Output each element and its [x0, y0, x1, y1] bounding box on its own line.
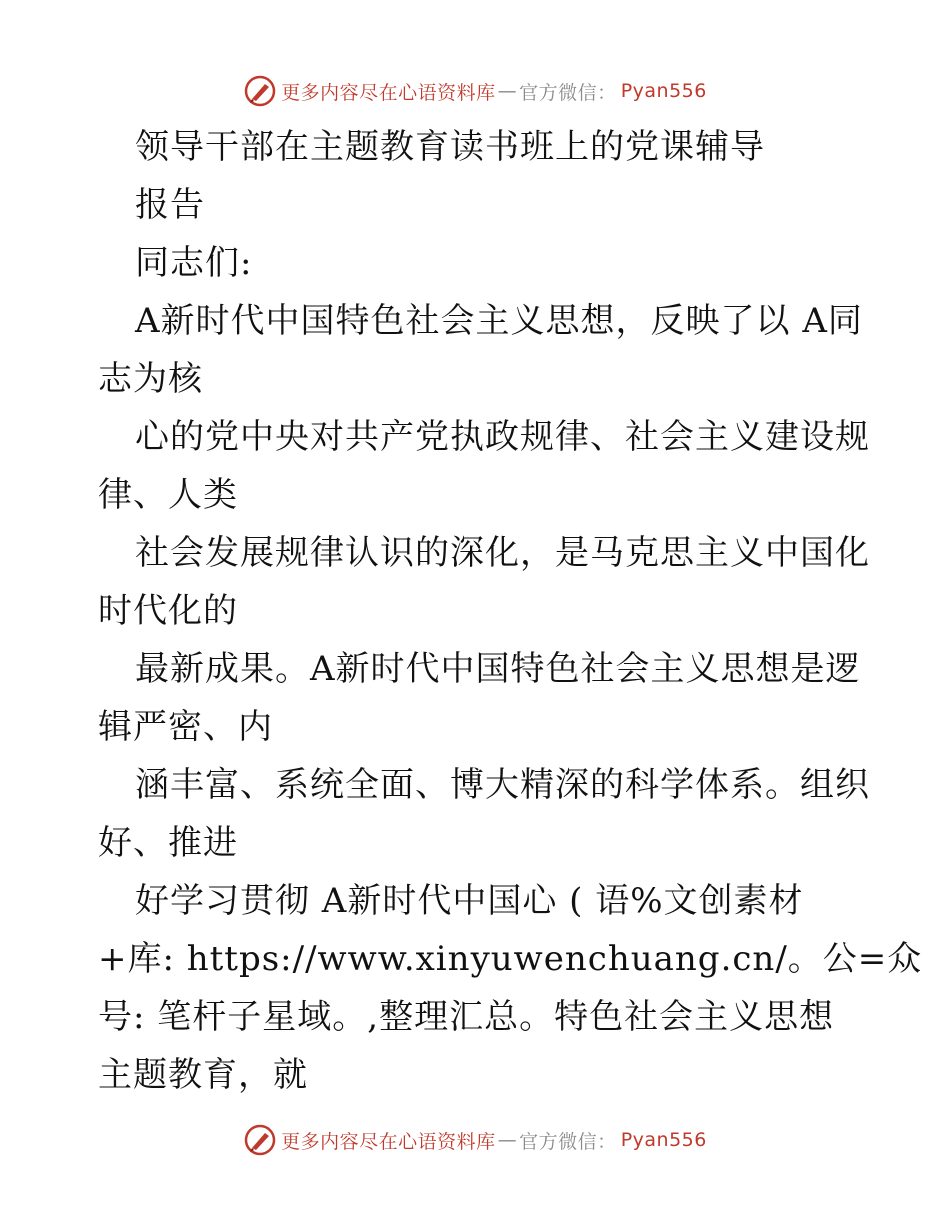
- banner-account: Pyan556: [620, 80, 707, 102]
- banner-separator: —: [497, 1129, 518, 1151]
- paragraph-line: 社会发展规律认识的深化，是马克思主义中国化: [135, 533, 870, 573]
- banner-wechat-label: 官方微信：: [519, 81, 617, 104]
- paragraph-line: A新时代中国特色社会主义思想，反映了以 A同: [135, 301, 863, 341]
- banner-separator: —: [497, 80, 518, 102]
- banner-wechat-label: 官方微信：: [519, 1130, 617, 1153]
- paragraph-line: 时代化的: [98, 591, 238, 631]
- banner-text: 更多内容尽在心语资料库: [281, 1130, 496, 1153]
- paragraph-line: 好、推进: [98, 823, 238, 863]
- paragraph-line: 主题教育，就: [98, 1055, 308, 1095]
- pen-logo-icon: [243, 74, 277, 108]
- paragraph-line: 涵丰富、系统全面、博大精深的科学体系。组织: [135, 765, 870, 805]
- footer-watermark-banner: [0, 1120, 950, 1160]
- salutation: 同志们:: [135, 243, 253, 283]
- doc-title-line-2: 报告: [135, 185, 205, 225]
- paragraph-line: 好学习贯彻 A新时代中国心 ( 语%文创素材: [135, 881, 804, 921]
- paragraph-line: 志为核: [98, 359, 203, 399]
- banner-account: Pyan556: [620, 1129, 707, 1151]
- paragraph-line: 律、人类: [98, 475, 238, 515]
- paragraph-line: 心的党中央对共产党执政规律、社会主义建设规: [135, 417, 870, 457]
- paragraph-line-url: +库: https://www.xinyuwenchuang.cn/。公=众: [98, 939, 923, 979]
- header-watermark-banner: [0, 71, 950, 111]
- banner-text: 更多内容尽在心语资料库: [281, 81, 496, 104]
- paragraph-line: 号: 笔杆子星域。,整理汇总。特色社会主义思想: [98, 997, 835, 1037]
- paragraph-line: 辑严密、内: [98, 707, 273, 747]
- pen-logo-icon: [243, 1123, 277, 1157]
- doc-title-line-1: 领导干部在主题教育读书班上的党课辅导: [135, 127, 765, 167]
- paragraph-line: 最新成果。A新时代中国特色社会主义思想是逻: [135, 649, 861, 689]
